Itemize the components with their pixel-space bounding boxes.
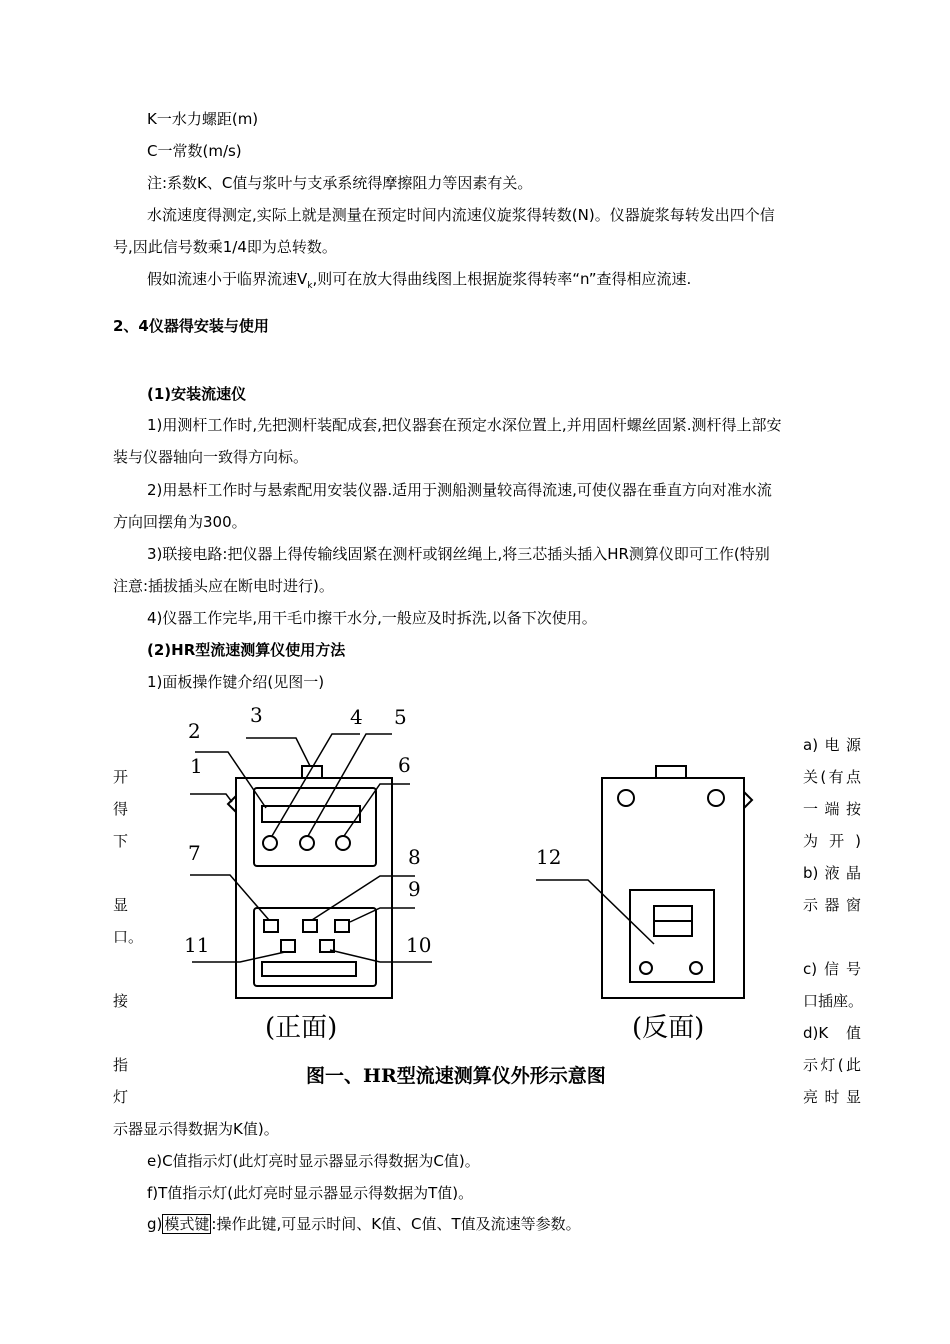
left-col-char-4: 显	[113, 896, 129, 914]
right-col-line-6: 示器窗	[803, 896, 861, 914]
callout-9: 9	[408, 877, 421, 901]
callout-1: 1	[190, 754, 203, 778]
callout-10: 10	[406, 933, 432, 957]
paragraph-speed-line1: 水流速度得测定,实际上就是测量在预定时间内流速仪旋浆得转数(N)。仪器旋浆每转发出四个信	[147, 206, 775, 224]
right-col-line-1: a)电源	[803, 736, 861, 754]
callout-3: 3	[250, 703, 263, 727]
item-g: g) 模式键 :操作此键,可显示时间、K值、C值、T值及流速等参数。	[147, 1215, 581, 1233]
mode-key-label: 模式键	[164, 1215, 210, 1233]
callout-8: 8	[408, 845, 421, 869]
right-col-line-5: b)液晶	[803, 864, 861, 882]
callout-11: 11	[184, 933, 210, 957]
front-view-drawing	[190, 734, 432, 998]
paragraph-critical-speed: 假如流速小于临界流速$V_k$,则可在放大得曲线图上根据旋浆得转率“n”查得相应流速.	[147, 270, 692, 291]
right-col-line-8: 口插座。	[803, 992, 864, 1010]
subheading-hr-usage: (2)HR型流速测算仪使用方法	[147, 641, 346, 659]
callout-6: 6	[398, 753, 411, 777]
definition-c: C一常数(m/s)	[147, 142, 242, 160]
step2-line2: 方向回摆角为300。	[113, 513, 247, 531]
hr-device-figure	[170, 700, 800, 1100]
callout-7: 7	[188, 841, 201, 865]
right-col-line-4: 为开)	[803, 832, 861, 850]
paragraph-speed-line2: 号,因此信号数乘1/4即为总转数。	[113, 238, 337, 256]
right-col-line-9: d)K 值	[803, 1024, 861, 1042]
callout-2: 2	[188, 719, 201, 743]
left-col-char-8: 灯	[113, 1088, 129, 1106]
subheading-install: (1)安装流速仪	[147, 385, 247, 403]
right-col-line-3: 一端按	[803, 800, 861, 818]
front-label: (正面)	[265, 1013, 338, 1043]
right-col-line-11: 亮时显	[803, 1088, 861, 1106]
step1-line2: 装与仪器轴向一致得方向标。	[113, 448, 309, 466]
k-value-continuation: 示器显示得数据为K值)。	[113, 1120, 279, 1138]
step3-line2: 注意:插拔插头应在断电时进行)。	[113, 577, 334, 595]
callout-4: 4	[350, 705, 363, 729]
step2-line1: 2)用悬杆工作时与悬索配用安装仪器.适用于测船测量较高得流速,可使仪器在垂直方向对准水流	[147, 481, 772, 499]
left-col-char-7: 指	[113, 1056, 129, 1074]
left-col-char-2: 得	[113, 800, 129, 818]
step1-line1: 1)用测杆工作时,先把测杆装配成套,把仪器套在预定水深位置上,并用固杆螺丝固紧.测杆得上部安	[147, 416, 782, 434]
section-heading-2-4: 2、4仪器得安装与使用	[113, 317, 269, 335]
panel-keys-intro: 1)面板操作键介绍(见图一)	[147, 673, 325, 691]
step3-line1: 3)联接电路:把仪器上得传输线固紧在测杆或钢丝绳上,将三芯插头插入HR测算仪即可工作(特别	[147, 545, 770, 563]
back-label: (反面)	[632, 1013, 705, 1043]
right-col-line-7: c)信号	[803, 960, 861, 978]
right-col-line-10: 示灯(此	[803, 1056, 861, 1074]
left-col-char-5: 口。	[113, 928, 144, 946]
definition-k: K一水力螺距(m)	[147, 110, 259, 128]
item-e: e)C值指示灯(此灯亮时显示器显示得数据为C值)。	[147, 1152, 480, 1170]
right-col-line-2: 关(有点	[803, 768, 861, 786]
left-col-char-1: 开	[113, 768, 129, 786]
note-coefficients: 注:系数K、C值与浆叶与支承系统得摩擦阻力等因素有关。	[147, 174, 533, 192]
callout-5: 5	[394, 705, 407, 729]
item-f: f)T值指示灯(此灯亮时显示器显示得数据为T值)。	[147, 1184, 474, 1202]
back-view-drawing	[536, 766, 752, 998]
callout-12: 12	[536, 845, 562, 869]
step4: 4)仪器工作完毕,用干毛巾擦干水分,一般应及时拆洗,以备下次使用。	[147, 609, 597, 627]
figure-caption: 图一、HR型流速测算仪外形示意图	[306, 1065, 606, 1087]
left-col-char-6: 接	[113, 992, 129, 1010]
left-col-char-3: 下	[113, 832, 129, 850]
